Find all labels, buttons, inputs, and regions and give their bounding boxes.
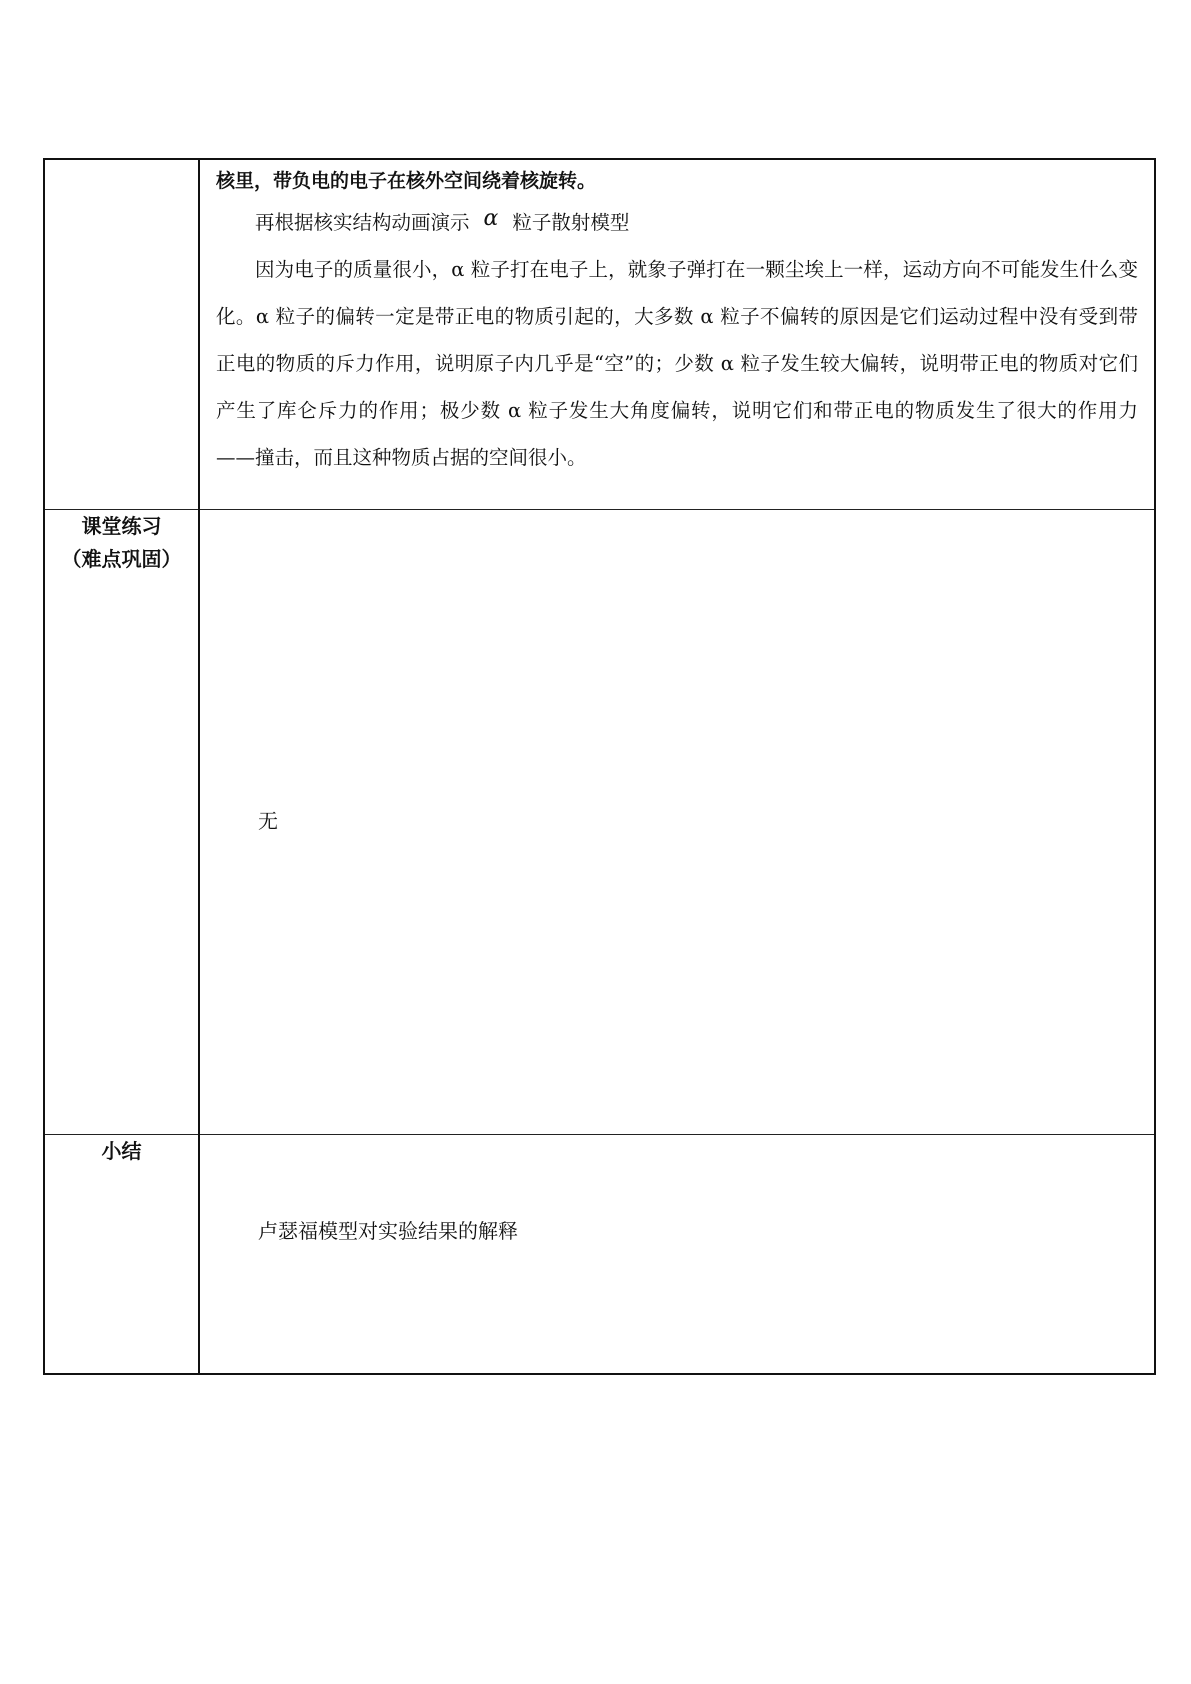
summary-label: 小结 (101, 1138, 142, 1163)
table-row-intro (44, 159, 1155, 509)
table-row-practice (44, 509, 1155, 1134)
animation-line-prefix: 再根据核实结构动画演示 (255, 211, 470, 234)
animation-line (216, 199, 1138, 246)
intro-label-cell (44, 159, 199, 509)
practice-content: 无 (258, 808, 278, 833)
table-row-summary (44, 1134, 1155, 1374)
summary-content-cell (199, 1134, 1155, 1374)
summary-content: 卢瑟福模型对实验结果的解释 (258, 1218, 518, 1243)
animation-line-suffix: 粒子散射模型 (512, 211, 630, 234)
lesson-table (43, 158, 1156, 1375)
intro-content-cell (199, 159, 1155, 509)
summary-label-cell (44, 1134, 199, 1374)
alpha-symbol: α (483, 206, 499, 231)
explanation-paragraph: 因为电子的质量很小，α 粒子打在电子上，就象子弹打在一颗尘埃上一样，运动方向不可能发生什么变化。α 粒子的偏转一定是带正电的物质引起的，大多数 α 粒子不偏转的原因是它们运动过程中没有受到带正电的物质的斥力作用，说明原子内几乎是“空”的；少数 α 粒子发生较大偏转，说明带正电的物质对它们产生了库仑斥力的作用；极少数 α 粒子发生大角度偏转，说明它们和带正电的物质发生了很大的作用力——撞击，而且这种物质占据的空间很小。 (216, 258, 1138, 469)
practice-sublabel: （难点巩固） (61, 546, 182, 571)
practice-label: 课堂练习 (81, 513, 162, 538)
practice-content-cell (199, 509, 1155, 1134)
practice-label-cell (44, 509, 199, 1134)
bold-statement: 核里，带负电的电子在核外空间绕着核旋转。 (216, 170, 597, 192)
